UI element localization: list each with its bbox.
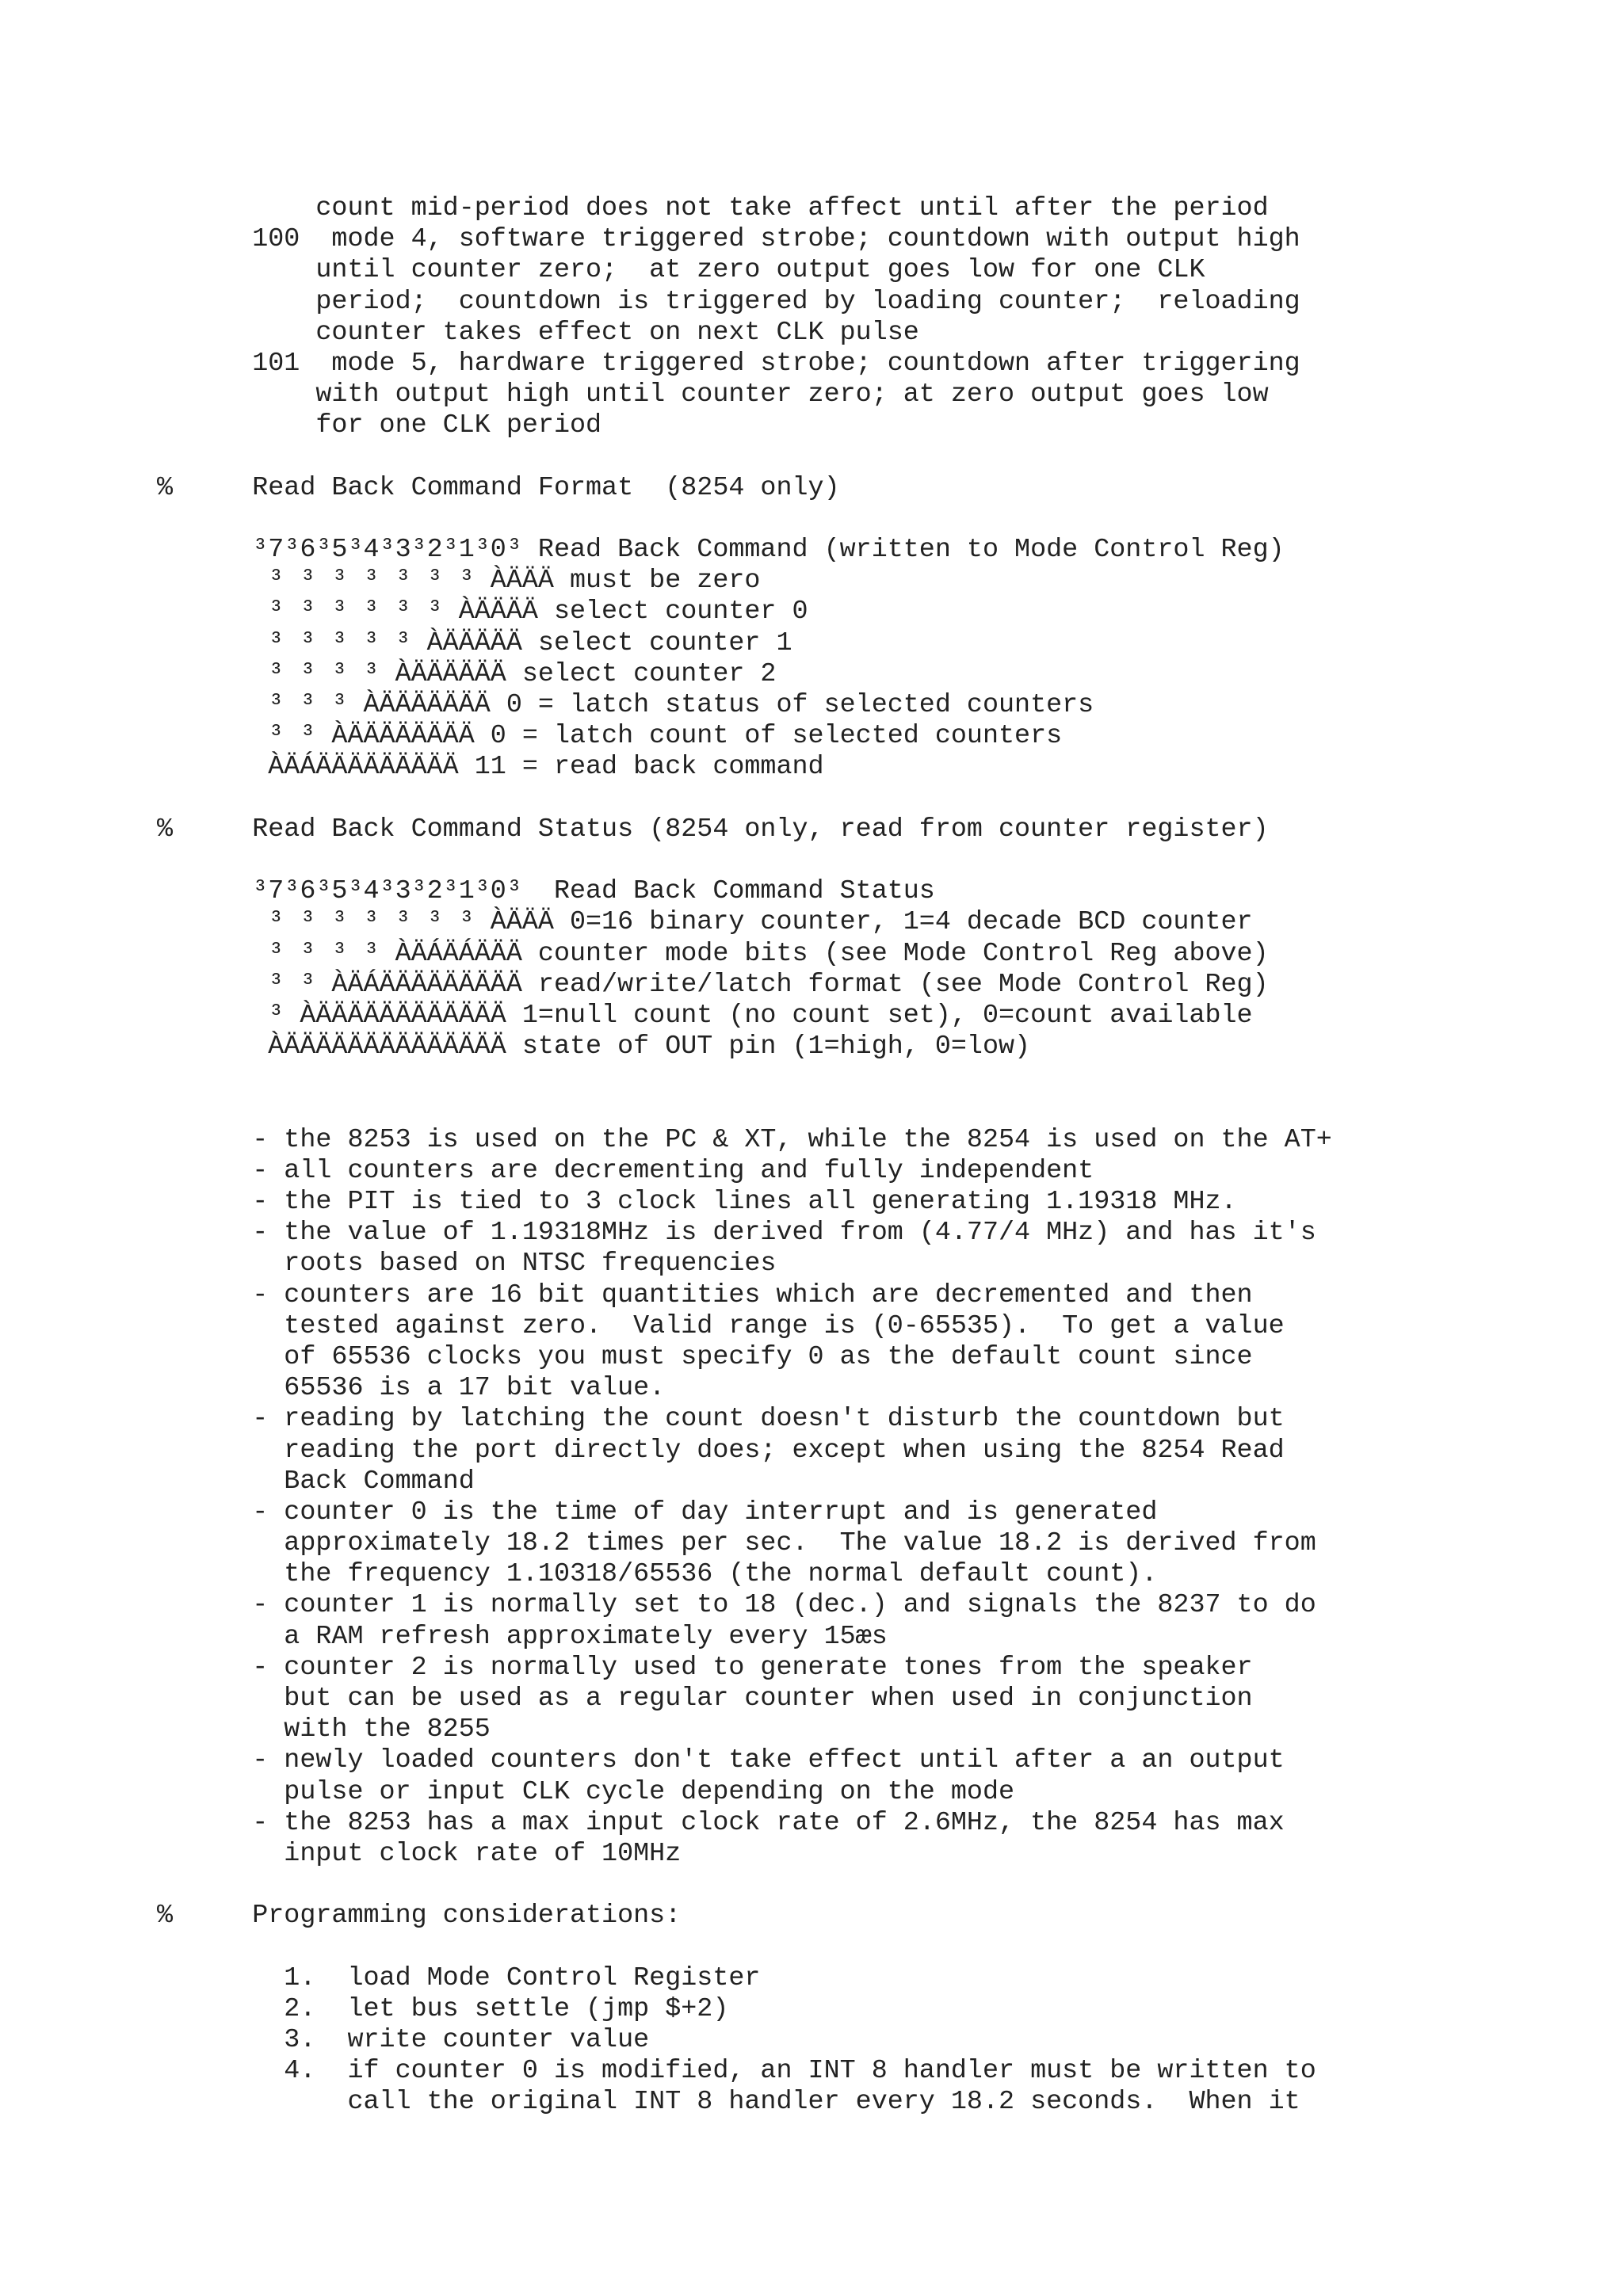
text-line: ÀÄÁÄÄÄÄÄÄÄÄÄ 11 = read back command bbox=[157, 752, 824, 783]
text-line: - counters are 16 bit quantities which are decremented and then bbox=[157, 1280, 1253, 1310]
text-line: 1. load Mode Control Register bbox=[157, 1962, 761, 1993]
text-line: - counter 0 is the time of day interrupt and is generated bbox=[157, 1497, 1158, 1527]
text-line bbox=[157, 845, 1332, 876]
text-line: ³7³6³5³4³3³2³1³0³ Read Back Command (written to Mode Control Reg) bbox=[157, 535, 1285, 566]
text-line: the frequency 1.10318/65536 (the normal default count). bbox=[157, 1559, 1158, 1590]
text-line: with output high until counter zero; at zero output goes low bbox=[157, 379, 1269, 410]
text-line: of 65536 clocks you must specify 0 as the default count since bbox=[157, 1341, 1253, 1372]
text-line: roots based on NTSC frequencies bbox=[157, 1249, 777, 1280]
text-line: - the 8253 has a max input clock rate of 2.6MHz, the 8254 has max bbox=[157, 1807, 1285, 1838]
text-line: a RAM refresh approximately every 15æs bbox=[157, 1621, 888, 1652]
text-line: % Read Back Command Format (8254 only) bbox=[157, 472, 840, 503]
text-line: for one CLK period bbox=[157, 410, 602, 441]
text-line: tested against zero. Valid range is (0-65535). To get a value bbox=[157, 1310, 1285, 1341]
text-line: - the PIT is tied to 3 clock lines all generating 1.19318 MHz. bbox=[157, 1187, 1237, 1217]
text-line: ³ ³ ÀÄÄÄÄÄÄÄÄ 0 = latch count of selected counters bbox=[157, 721, 1063, 752]
text-line: ³ ³ ³ ³ ³ ³ ÀÄÄÄÄ select counter 0 bbox=[157, 597, 808, 627]
text-line: - counter 2 is normally used to generate tones from the speaker bbox=[157, 1652, 1253, 1683]
text-line bbox=[157, 504, 1332, 535]
text-line bbox=[157, 442, 1332, 473]
text-line: ³7³6³5³4³3³2³1³0³ Read Back Command Status bbox=[157, 876, 935, 907]
text-line: ³ ³ ³ ³ ÀÄÁÄÁÄÄÄ counter mode bits (see Mode Control Reg above) bbox=[157, 938, 1269, 969]
text-line: counter takes effect on next CLK pulse bbox=[157, 317, 919, 348]
text-line: ³ ³ ³ ³ ÀÄÄÄÄÄÄ select counter 2 bbox=[157, 658, 777, 689]
text-line: ³ ³ ³ ÀÄÄÄÄÄÄÄ 0 = latch status of selected counters bbox=[157, 690, 1094, 720]
text-line: - reading by latching the count doesn't disturb the countdown but bbox=[157, 1404, 1285, 1435]
text-line: - counter 1 is normally set to 18 (dec.) and signals the 8237 to do bbox=[157, 1590, 1316, 1621]
text-line: approximately 18.2 times per sec. The value 18.2 is derived from bbox=[157, 1528, 1316, 1559]
text-line bbox=[157, 1062, 1332, 1093]
document-text-body bbox=[157, 193, 1332, 2119]
text-line: with the 8255 bbox=[157, 1714, 491, 1745]
text-line: 3. write counter value bbox=[157, 2025, 650, 2056]
text-line: 65536 is a 17 bit value. bbox=[157, 1373, 666, 1404]
text-line: input clock rate of 10MHz bbox=[157, 1838, 682, 1869]
text-line: ³ ³ ³ ³ ³ ³ ³ ÀÄÄÄ must be zero bbox=[157, 566, 761, 597]
text-line: but can be used as a regular counter when used in conjunction bbox=[157, 1684, 1253, 1714]
text-line: % Read Back Command Status (8254 only, read from counter register) bbox=[157, 814, 1269, 845]
text-line: - the 8253 is used on the PC & XT, while the 8254 is used on the AT+ bbox=[157, 1124, 1332, 1155]
text-line bbox=[157, 1093, 1332, 1124]
text-line: Back Command bbox=[157, 1466, 475, 1497]
text-line: - all counters are decrementing and fully independent bbox=[157, 1155, 1094, 1186]
text-line: call the original INT 8 handler every 18.2 seconds. When it bbox=[157, 2087, 1300, 2118]
text-line: - the value of 1.19318MHz is derived from (4.77/4 MHz) and has it's bbox=[157, 1218, 1316, 1249]
text-line: ³ ³ ÀÄÁÄÄÄÄÄÄÄÄÄ read/write/latch format (see Mode Control Reg) bbox=[157, 969, 1269, 1000]
text-line: 2. let bus settle (jmp $+2) bbox=[157, 1993, 729, 2024]
text-line: ÀÄÄÄÄÄÄÄÄÄÄÄÄÄÄ state of OUT pin (1=high, 0=low) bbox=[157, 1032, 1031, 1062]
text-line: ³ ³ ³ ³ ³ ³ ³ ÀÄÄÄ 0=16 binary counter, 1=4 decade BCD counter bbox=[157, 907, 1253, 938]
text-line bbox=[157, 1932, 1332, 1963]
text-line: % Programming considerations: bbox=[157, 1901, 682, 1932]
text-line: count mid-period does not take affect until after the period bbox=[157, 193, 1269, 223]
text-line bbox=[157, 1870, 1332, 1901]
text-line bbox=[157, 784, 1332, 814]
text-line: 101 mode 5, hardware triggered strobe; countdown after triggering bbox=[157, 348, 1300, 379]
text-line: period; countdown is triggered by loading counter; reloading bbox=[157, 286, 1300, 317]
text-line: - newly loaded counters don't take effect until after a an output bbox=[157, 1745, 1285, 1776]
text-line: ³ ÀÄÄÄÄÄÄÄÄÄÄÄÄ 1=null count (no count set), 0=count available bbox=[157, 1000, 1253, 1031]
text-line: ³ ³ ³ ³ ³ ÀÄÄÄÄÄ select counter 1 bbox=[157, 627, 792, 658]
text-line: 100 mode 4, software triggered strobe; countdown with output high bbox=[157, 224, 1300, 255]
text-line: reading the port directly does; except when using the 8254 Read bbox=[157, 1435, 1285, 1466]
text-line: until counter zero; at zero output goes low for one CLK bbox=[157, 255, 1205, 286]
text-line: pulse or input CLK cycle depending on the mode bbox=[157, 1776, 1015, 1807]
text-line: 4. if counter 0 is modified, an INT 8 handler must be written to bbox=[157, 2056, 1316, 2087]
